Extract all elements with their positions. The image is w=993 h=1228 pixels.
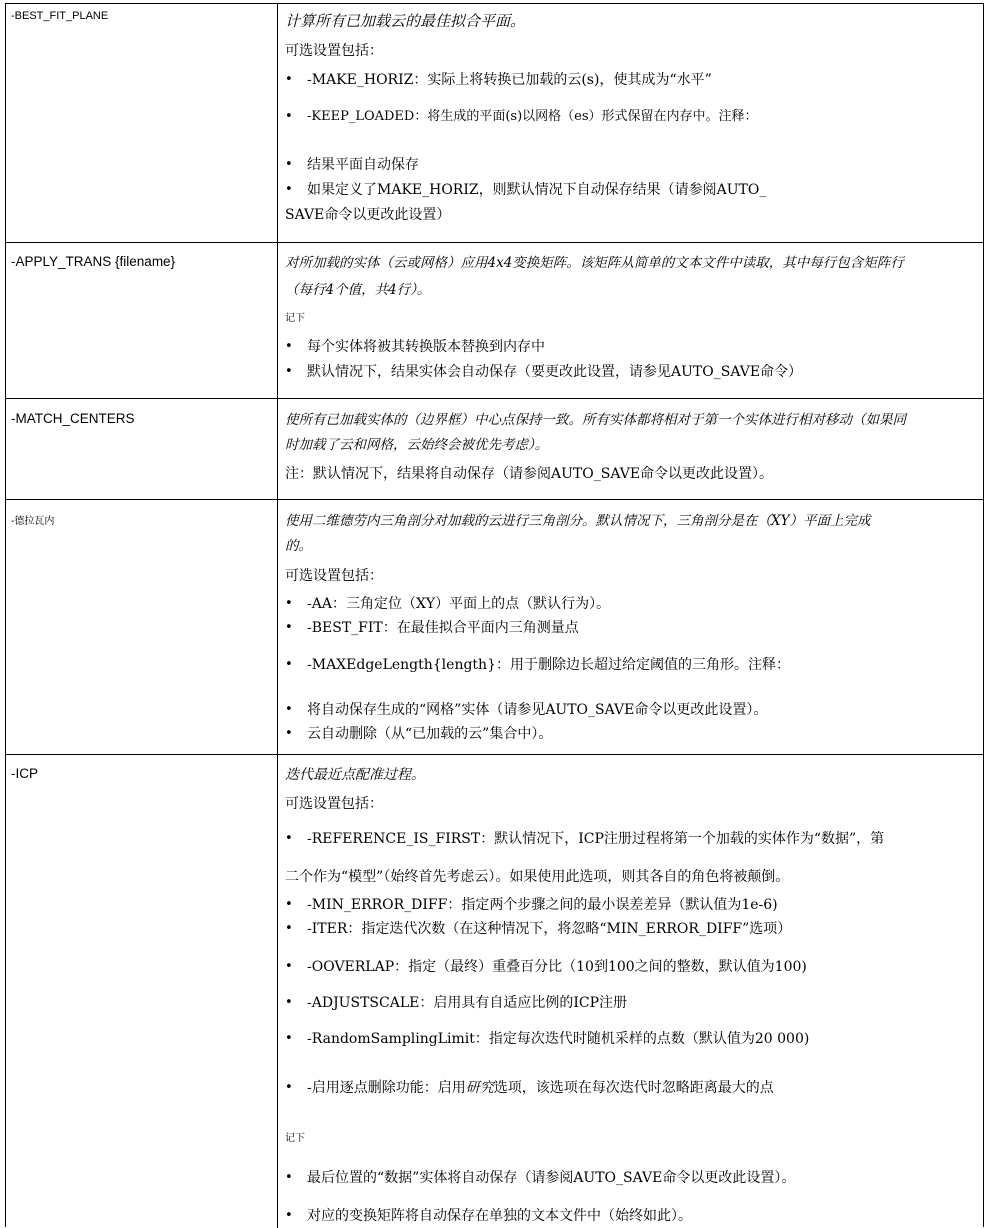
bullet-item: • 最后位置的“数据”实体将自动保存（请参阅AUTO_SAVE命令以更改此设置）。 (285, 1169, 795, 1187)
row-apply-trans (6, 242, 983, 398)
description-line: 时加载了云和网格，云始终会被优先考虑）。 (285, 437, 549, 453)
bullet-item: • -AA：三角定位（XY）平面上的点（默认行为）。 (285, 595, 610, 613)
bullet-item: • 结果平面自动保存 (285, 156, 419, 174)
bullet-item: • 云自动删除（从“已加载的云”集合中）。 (285, 725, 552, 743)
row-match-centers (6, 398, 983, 499)
bullet-item: • 将自动保存生成的“网格”实体（请参见AUTO_SAVE命令以更改此设置）。 (285, 701, 767, 719)
column-divider (277, 399, 278, 499)
description-line: 记下 (285, 1133, 305, 1144)
command-name: -BEST_FIT_PLANE (11, 10, 109, 22)
bullet-item: • 默认情况下，结果实体会自动保存（要更改此设置，请参见AUTO_SAVE命令） (285, 363, 802, 381)
description-line: 可选设置包括： (285, 43, 383, 59)
description-line: 使用二维德劳内三角剖分对加载的云进行三角剖分。默认情况下，三角剖分是在（XY）平面上完成 (285, 513, 871, 529)
description-line: （每行4个值，共4行）。 (285, 282, 431, 298)
bullet-item: • -MIN_ERROR_DIFF：指定两个步骤之间的最小误差差异（默认值为1e-6) (285, 896, 778, 914)
description-line: 可选设置包括： (285, 796, 383, 812)
command-table (5, 3, 984, 1227)
description-line: 二个作为“模型”（始终首先考虑云）。如果使用此选项，则其各自的角色将被颠倒。 (285, 869, 790, 885)
bullet-item: • -MAKE_HORIZ：实际上将转换已加载的云(s)，使其成为“水平” (285, 71, 712, 89)
bullet-item: • 每个实体将被其转换版本替换到内存中 (285, 338, 545, 356)
bullet-item: • -ADJUSTSCALE：启用具有自适应比例的ICP注册 (285, 994, 627, 1012)
bullet-item (285, 1079, 774, 1097)
description-line: 使所有已加载实体的（边界框）中心点保持一致。所有实体都将相对于第一个实体进行相对移动（如果同 (285, 412, 906, 428)
description-line: 注：默认情况下，结果将自动保存（请参阅AUTO_SAVE命令以更改此设置）。 (285, 466, 774, 482)
command-name: -德拉瓦内 (11, 516, 55, 527)
bullet-item: • -BEST_FIT：在最佳拟合平面内三角测量点 (285, 619, 579, 637)
bullet-item: • 对应的变换矩阵将自动保存在单独的文本文件中（始终如此）。 (285, 1207, 692, 1225)
description-line: 对所加载的实体（云或网格）应用4x4变换矩阵。该矩阵从简单的文本文件中读取，其中每行包含矩阵行 (285, 255, 904, 271)
column-divider (277, 243, 278, 398)
column-divider (277, 500, 278, 754)
column-divider (277, 4, 278, 242)
bullet-item: • -ITER：指定迭代次数（在这种情况下，将忽略“MIN_ERROR_DIFF”选项） (285, 920, 791, 938)
description-line: SAVE命令以更改此设置） (285, 207, 451, 223)
bullet-item: • -REFERENCE_IS_FIRST：默认情况下，ICP注册过程将第一个加载的实体作为“数据”，第 (285, 830, 884, 848)
description-line: 的。 (285, 538, 312, 554)
command-name: -MATCH_CENTERS (11, 411, 135, 426)
emphasis-text: 研究 (465, 1080, 494, 1096)
description-line: 可选设置包括： (285, 568, 383, 584)
bullet-item: • -OOVERLAP：指定（最终）重叠百分比（10到100之间的整数，默认值为100) (285, 958, 807, 976)
row-delaunay (6, 499, 983, 754)
bullet-item: • -RandomSamplingLimit：指定每次迭代时随机采样的点数（默认值为20 000) (285, 1030, 809, 1048)
bullet-item: • 如果定义了MAKE_HORIZ，则默认情况下自动保存结果（请参阅AUTO_ (285, 181, 766, 199)
bullet-text: -启用逐点删除功能：启用 (307, 1080, 466, 1096)
description-line: 记下 (285, 313, 305, 324)
description-line: 计算所有已加载云的最佳拟合平面。 (285, 12, 526, 30)
description-line: 迭代最近点配准过程。 (285, 767, 425, 783)
bullet-item: • -KEEP_LOADED：将生成的平面(s)以网格（es）形式保留在内存中。注释： (285, 108, 758, 126)
row-best-fit-plane (6, 4, 983, 242)
command-name: -APPLY_TRANS {filename} (11, 254, 176, 269)
row-icp (6, 754, 983, 1228)
bullet-text: 选项，该选项在每次迭代时忽略距离最大的点 (493, 1080, 774, 1096)
column-divider (277, 755, 278, 1228)
command-name: -ICP (11, 766, 38, 781)
bullet-item: • -MAXEdgeLength{length}：用于删除边长超过给定阈值的三角形。注释： (285, 656, 790, 674)
